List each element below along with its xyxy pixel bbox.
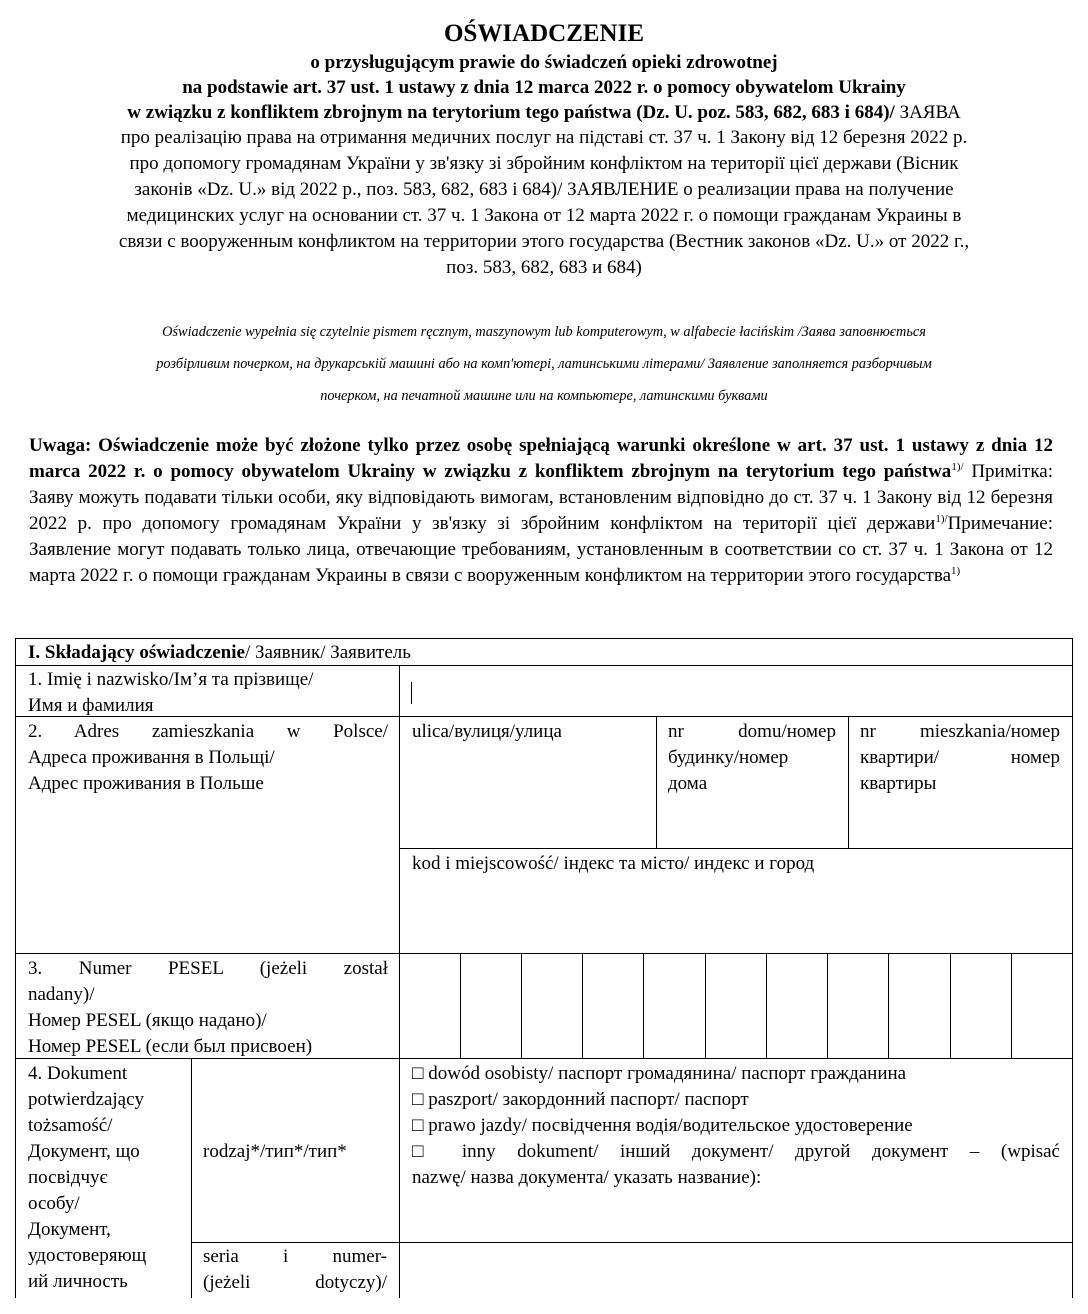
house-number-label: дома [668,773,708,794]
applicant-form-table [15,638,1073,1298]
series-number-input[interactable] [400,1243,1072,1298]
address-label [28,719,388,797]
title-line-2: na podstawie art. 37 ust. 1 ustawy z dnia 12 marca 2022 r. o pomocy obywatelom Ukrainy [182,77,906,98]
identity-document-label-line: особу/ [28,1193,80,1214]
series-number-label-line: seria i numer- [203,1246,387,1267]
name-label [28,667,388,719]
option-id-card[interactable]: □ dowód osobisty/ паспорт громадянина/ паспорт гражданина [412,1063,907,1084]
instructions-line-3: почерком, на печатной машине или на компьютере, латинскими буквами [320,388,768,404]
apartment-number-label: квартиры [860,773,937,794]
title-line-9: поз. 583, 682, 683 и 684) [446,257,642,278]
note-polish: Uwaga: Oświadczenie może być złożone tylko przez osobę spełniającą warunki określone w art. 37 ust. 1 ustawy z dnia 12 marca 2022 r. o pomocy obywatelom Ukrainy w związku z konfliktem zbrojnym na terytorium tego państwa [29,435,1053,482]
pesel-label [28,956,388,1060]
apartment-number-label: квартири/ номер [860,747,1060,768]
title-line-3-tail: ЗАЯВА [894,102,961,123]
identity-document-label-line: посвідчує [28,1167,108,1188]
apartment-number-field[interactable] [860,719,1060,797]
identity-document-label-line: 4. Dokument [28,1063,128,1084]
address-label-line: Адрес проживания в Польше [28,773,264,794]
table-line [191,1058,192,1298]
section-heading [28,640,411,666]
pesel-input[interactable] [400,954,1072,1058]
house-number-label: nr domu/номер [668,721,836,742]
option-driving-licence[interactable]: □ prawo jazdy/ посвідчення водія/водительское удостоверение [412,1115,913,1136]
fill-instructions [20,316,1068,412]
pesel-label-line: Номер PESEL (если был присвоен) [28,1036,313,1057]
document-type-options [412,1061,1060,1191]
section-heading-rest: / Заявник/ Заявитель [244,642,411,663]
eligibility-note [29,433,1053,589]
option-other-document[interactable]: □ inny dokument/ інший документ/ другой документ – (wpisać [412,1141,1060,1162]
document-title: OŚWIADCZENIE [443,20,645,47]
note-russian: Примечание: Заявление могут подавать только лица, отвечающие требованиям, установленным в соответствии со ст. 37 ч. 1 Закона от 12 марта 2022 г. о помощи гражданам Украины в связи с вооруженным конфликтом на территории этого государства [29,513,1053,586]
table-border-top [15,638,1073,639]
title-line-1: o przysługującym prawie do świadczeń opieki zdrowotnej [310,52,778,73]
title-line-4: про реалізацію права на отримання медичних послуг на підставі ст. 37 ч. 1 Закону від 12 березня 2022 р. [120,127,968,148]
title-line-6: законів «Dz. U.» від 2022 р., поз. 583, 682, 683 і 684)/ ЗАЯВЛЕНИЕ о реализации права на получение [134,179,954,200]
table-line [656,716,657,848]
address-label-line: Адреса проживання в Польщі/ [28,747,275,768]
pesel-label-line: Номер PESEL (якщо надано)/ [28,1010,267,1031]
series-number-label-line: (jeżeli dotyczy)/ [203,1272,387,1293]
note-ukrainian: Примітка: Заяву можуть подавати тільки особи, яку відповідають вимогам, встановленим відповідно до ст. 37 ч. 1 Закону від 12 березня 2022 р. про допомогу громадянам України у зв'язку зі збройним конфліктом на території цієї держави [29,461,1053,534]
house-number-label: будинку/номер [668,747,789,768]
name-label-line: 1. Imię i nazwisko/Ім’я та прізвище/ [28,669,314,690]
table-line [399,848,1073,849]
identity-document-label-line: ий личность [28,1271,128,1292]
footnote-ref-1: 1)/ [951,461,964,473]
house-number-field[interactable] [668,719,836,797]
title-line-7: медицинских услуг на основании ст. 37 ч. 1 Закона от 12 марта 2022 г. о помощи гражданам Украины в [126,205,962,226]
title-line-3 [16,100,1072,125]
option-passport[interactable]: □ paszport/ закордонний паспорт/ паспорт [412,1089,749,1110]
title-line-8: связи с вооруженным конфликтом на территории этого государства (Вестник законов «Dz. U.» от 2022 г., [118,231,970,252]
postal-city-label: kod i miejscowość/ індекс та місто/ индекс и город [412,853,815,874]
identity-document-label [28,1061,188,1295]
street-label: ulica/вулиця/улица [412,721,562,742]
identity-document-label-line: tożsamość/ [28,1115,113,1136]
option-other-document-cont: nazwę/ назва документа/ указать название): [412,1167,762,1188]
footnote-ref-2: 1)/ [935,513,948,525]
postal-city-field[interactable] [412,851,1062,877]
section-heading-bold: I. Składający oświadczenie [28,642,245,663]
table-line [848,716,849,848]
identity-document-label-line: Документ, що [28,1141,140,1162]
text-cursor [411,682,412,704]
instructions-line-2: розбірливим почерком, на друкарській машині або на комп'ютері, латинськими літерами/ Заявление заполняется разборчивым [156,356,932,372]
footnote-ref-3: 1) [951,565,961,577]
instructions-line-1: Oświadczenie wypełnia się czytelnie pismem ręcznym, maszynowym lub komputerowym, w alfabecie łacińskim /Заява заповнюється [162,324,926,340]
pesel-label-line: 3. Numer PESEL (jeżeli został [28,958,388,979]
document-header [16,18,1072,281]
address-label-line: 2. Adres zamieszkania w Polsce/ [28,721,388,742]
table-border-left [15,638,16,1298]
identity-document-label-line: Документ, [28,1219,111,1240]
pesel-label-line: nadany)/ [28,984,95,1005]
name-label-line: Имя и фамилия [28,695,154,716]
identity-document-label-line: potwierdzający [28,1089,145,1110]
title-line-3-bold: w związku z konfliktem zbrojnym na terytorium tego państwa (Dz. U. poz. 583, 682, 683 i 684)/ [127,102,895,123]
table-border-right [1072,638,1073,1298]
apartment-number-label: nr mieszkania/номер [860,721,1060,742]
street-field[interactable] [412,719,648,745]
title-line-5: про допомогу громадянам України у зв'язку зі збройним конфліктом на території цієї держави (Вісник [129,153,959,174]
document-type-label: rodzaj*/тип*/тип* [203,1141,347,1162]
identity-document-label-line: удостоверяющ [28,1245,147,1266]
series-number-label [203,1244,387,1296]
name-input[interactable] [400,666,1072,716]
